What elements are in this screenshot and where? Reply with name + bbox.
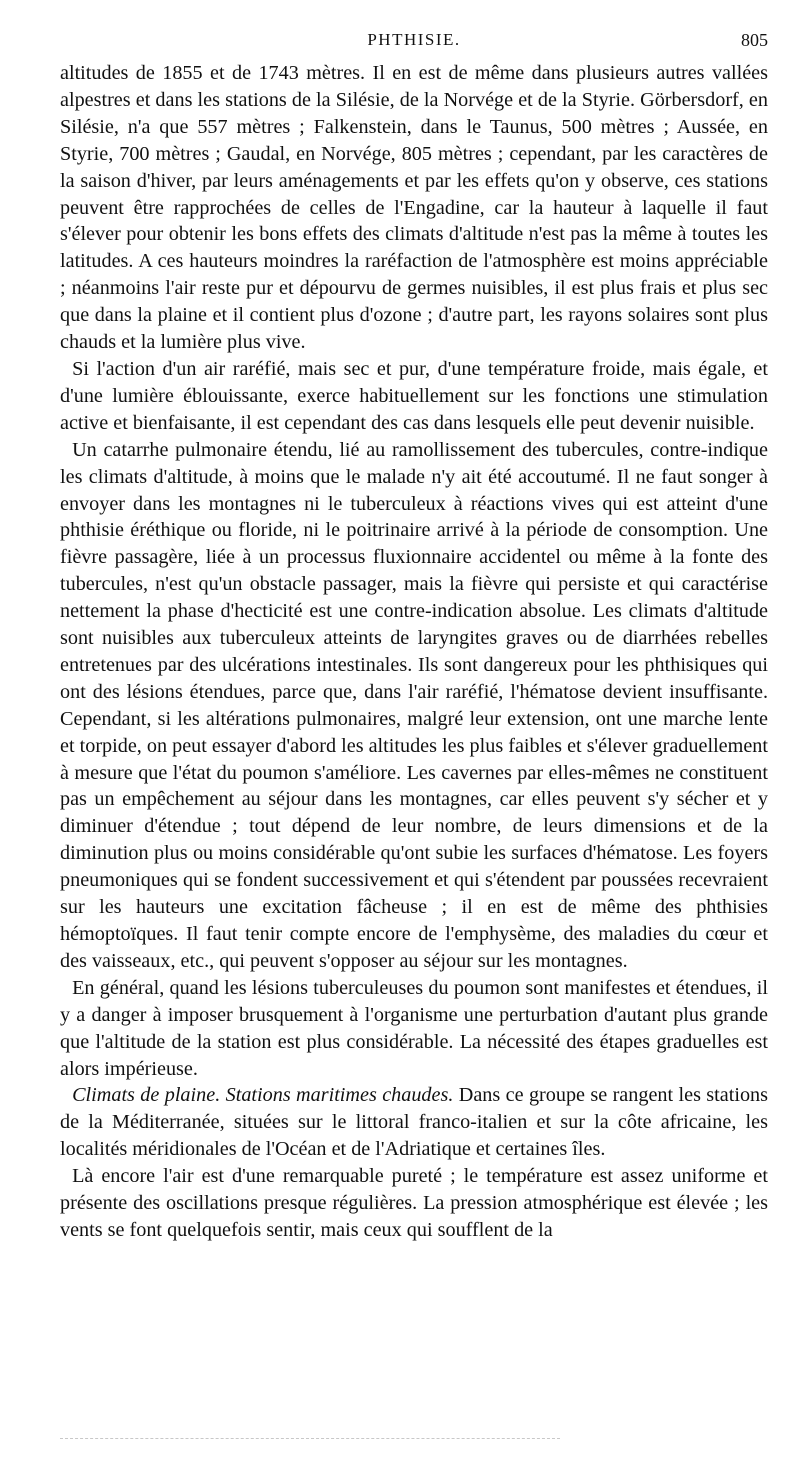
paragraph-climats-de-plaine [60, 1082, 768, 1163]
paragraph-text: Là encore l'air est d'une remarquable pureté ; le température est assez uniforme et présente des oscillations presque régulières. La pression atmosphérique est élevée ; les vents se font quelquefois sentir, mais ceux qui soufflent de la [60, 1165, 768, 1241]
body-text [60, 60, 768, 1244]
running-title: PHTHISIE. [367, 30, 461, 49]
paragraph-contre-indications [60, 437, 768, 975]
paragraph-altitudes [60, 60, 768, 356]
paragraph-en-general [60, 975, 768, 1083]
paragraph-la-encore [60, 1163, 768, 1244]
paragraph-air-rarefie [60, 356, 768, 437]
section-heading: Climats de plaine. Stations maritimes chaudes. [72, 1084, 454, 1107]
paragraph-text: Dans ce groupe se rangent les stations de la Méditerranée, situées sur le littoral franco-italien et sur la côte africaine, les localités méridionales de l'Océan et de l'Adriatique et certaines îles. [60, 1084, 768, 1161]
paragraph-text: altitudes de 1855 et de 1743 mètres. Il en est de même dans plusieurs autres vallées alpestres et dans les stations de la Silésie, de la Norvége et de la Styrie. Görbersdorf, en Silésie, n'a que 557 mètres ; Falkenstein, dans le Taunus, 500 mètres ; Aussée, en Styrie, 700 mètres ; Gaudal, en Norvége, 805 mètres ; cependant, par les caractères de la saison d'hiver, par leurs aménagements et par les effets qu'on y observe, ces stations peuvent être rapprochées de celles de l'Engadine, car la hauteur à laquelle il faut s'élever pour obtenir les bons effets des climats d'altitude n'est pas la même à toutes les latitudes. A ces hauteurs moindres la raréfaction de l'atmosphère est moins appréciable ; néanmoins l'air reste pur et dépourvu de germes nuisibles, il est plus frais et plus sec que dans la plaine et il contient plus d'ozone ; d'autre part, les rayons solaires sont plus chauds et la lumière plus vive. [60, 62, 768, 354]
paragraph-text: En général, quand les lésions tuberculeuses du poumon sont manifestes et étendues, il y a danger à imposer brusquement à l'organisme une perturbation d'autant plus grande que l'altitude de la station est plus considérable. La nécessité des étapes graduelles est alors impérieuse. [60, 976, 768, 1080]
running-head [60, 30, 768, 56]
bleed-through-line [60, 1438, 560, 1439]
page-number: 805 [741, 30, 768, 50]
paragraph-text: Si l'action d'un air raréfié, mais sec et pur, d'une température froide, mais égale, et d'une lumière éblouissante, exerce habituellement sur les fonctions une stimulation active et bienfaisante, il est cependant des cas dans lesquels elle peut devenir nuisible. [60, 357, 768, 434]
paragraph-text: Un catarrhe pulmonaire étendu, lié au ramollissement des tubercules, contre-indique les climats d'altitude, à moins que le malade n'y ait été accoutumé. Il ne faut songer à envoyer dans les montagnes ni le tuberculeux à réactions vives qui est atteint d'une phthisie éréthique ou floride, ni le poitrinaire arrivé à la période de consomption. Une fièvre passagère, liée à un processus fluxionnaire accidentel ou même à la fonte des tubercules, n'est qu'un obstacle passager, mais la fièvre qui persiste et qui caractérise nettement la phase d'hecticité est une contre-indication absolue. Les climats d'altitude sont nuisibles aux tuberculeux atteints de laryngites graves ou de diarrhées rebelles entretenues par des ulcérations intestinales. Ils sont dangereux pour les phthisiques qui ont des lésions étendues, parce que, dans l'air raréfié, l'hématose devient insuffisante. Cependant, si les altérations pulmonaires, malgré leur extension, ont une marche lente et torpide, on peut essayer d'abord les altitudes les plus faibles et s'élever graduellement à mesure que l'état du poumon s'améliore. Les cavernes par elles-mêmes ne constituent pas un empêchement au séjour dans les montagnes, car elles peuvent s'y sécher et y diminuer d'étendue ; tout dépend de leur nombre, de leurs dimensions et de la diminution plus ou moins considérable qu'ont subie les surfaces d'hématose. Les foyers pneumoniques qui se fondent successivement et qui s'étendent par poussées recevraient sur les hauteurs une excitation fâcheuse ; il en est de même des phthisies hémoptoïques. Il faut tenir compte encore de l'emphysème, des maladies du cœur et des vaisseaux, etc., qui peuvent s'opposer au séjour sur les montagnes. [60, 438, 769, 972]
